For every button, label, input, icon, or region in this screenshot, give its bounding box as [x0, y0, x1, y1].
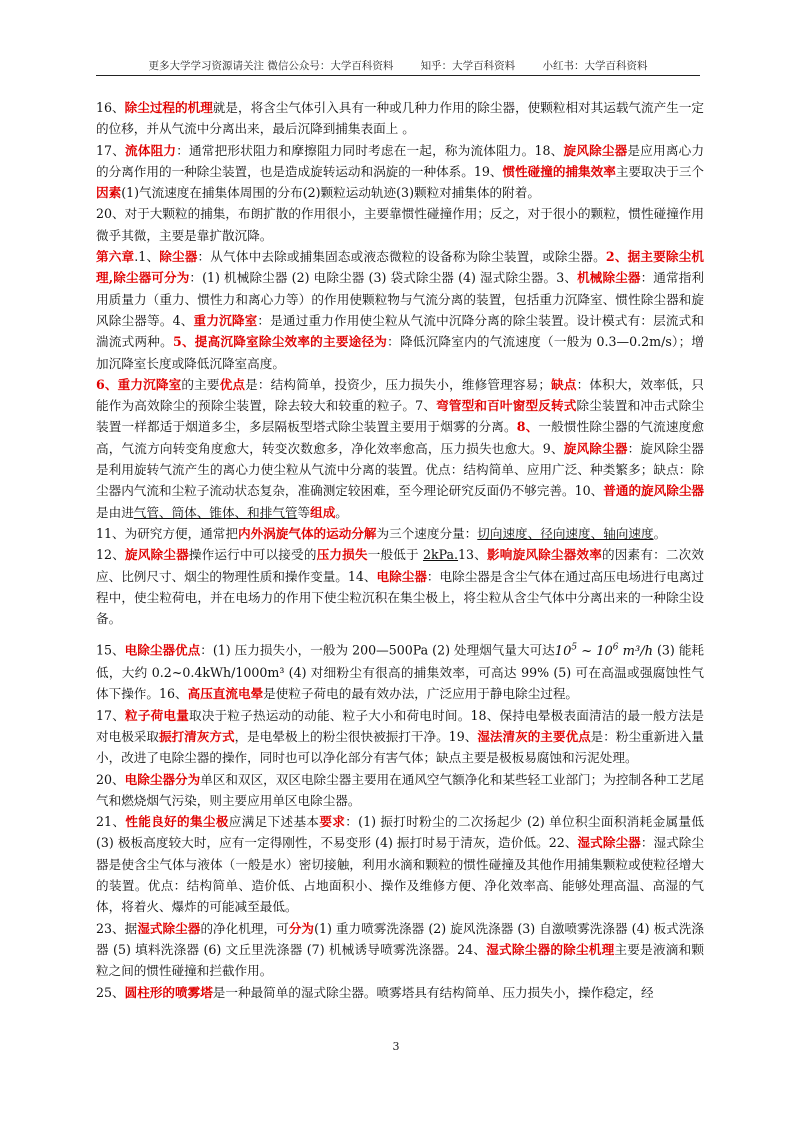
term-highlight: 湿式除尘器的除尘机理: [486, 941, 615, 957]
term-highlight: 粒子荷电量: [125, 707, 190, 723]
text: 除尘装置和冲击式除尘装置一样都适于烟道多尘，多层隔板型塔式除尘装置主要用于烟雾的分离。: [96, 398, 704, 435]
text: 23、据: [96, 920, 138, 936]
paragraph-25: [96, 982, 704, 1003]
text: 。: [653, 525, 667, 541]
term-highlight: 旋风除尘器: [563, 440, 628, 456]
text: 15、: [96, 642, 125, 658]
underlined-text: 气管、筒体、锥体、和排气管: [133, 504, 298, 520]
text: 是：结构简单，投资少，压力损失小，维修管理容易；: [245, 376, 552, 392]
text: 的主要: [181, 376, 220, 392]
term-highlight: 2、据主要除尘机理,除尘器可分为: [96, 249, 705, 286]
term-highlight: 要求: [319, 814, 346, 830]
text: ：(1) 压力损失小，一般为 200—500Pa (2) 处理烟气量大可达: [200, 642, 555, 658]
text: 17、: [96, 142, 126, 158]
term-highlight: 振打清灰方式: [158, 728, 235, 744]
paragraph-6: [96, 374, 704, 523]
page-header: [96, 58, 700, 73]
text: 20、: [96, 771, 125, 787]
term-highlight: 内外涡旋气体的运动分解: [237, 525, 377, 541]
text: 就是，将含尘气体引入具有一种或几种力作用的除尘器，使颗粒相对其运载气流产生一定的位移，并从气流中分离出来，最后沉降到捕集表面上 。: [96, 100, 705, 137]
term-highlight: 因素: [96, 185, 122, 201]
term-highlight: 5、提高沉降室除尘效率的主要途径为: [172, 334, 388, 350]
text: 的因素有：二次效应、比例尺寸、烟尘的物理性质和操作变量。14、: [96, 547, 705, 584]
page-number: 3: [392, 1040, 400, 1053]
text: 操作运行中可以接受的: [188, 547, 317, 563]
underlined-text: 切向速度、径向速度、轴向速度: [477, 525, 654, 541]
formula-base: ~ 10: [577, 643, 613, 659]
term-highlight: 机械除尘器: [577, 270, 641, 286]
text: 。: [335, 504, 348, 520]
paragraph-21: [96, 811, 704, 917]
text: ，是电晕极上的粉尘很快被振打干净。19、: [234, 728, 478, 744]
text: 是一种最简单的湿式除尘器。喷雾塔具有结构简单、压力损失小，操作稳定，经: [212, 984, 654, 1000]
text: 11、为研究方便，通常把: [96, 525, 238, 541]
flow-rate-formula: [555, 644, 653, 659]
text: ：是通过重力作用使尘粒从气流中沉降分离的除尘装置。设计模式有：层流式和湍流式两种。: [96, 312, 704, 350]
term-highlight: 圆柱形的喷雾塔: [124, 984, 213, 1000]
text: 主要取决于三个: [615, 163, 705, 179]
paragraph-20b: [96, 769, 704, 812]
text: 12、: [96, 547, 125, 563]
paragraph-chapter6: [96, 246, 704, 374]
text: (1)气流速度在捕集体周围的分布(2)颗粒运动轨迹(3)颗粒对捕集体的附着。: [121, 185, 540, 201]
text: 取决于粒子热运动的动能、粒子大小和荷电时间。18、保持电晕极表面清洁的最一般方法是对电极采取: [96, 707, 705, 744]
term-highlight: 普通的旋风除尘器: [603, 483, 705, 499]
text: 16、: [96, 100, 125, 115]
text: (3) 能耗低，大约 0.2~0.4kWh/1000m³ (4) 对细粉尘有很高的捕集效率，可高达 99% (5) 可在高温或强腐蚀性气体下操作。16、: [96, 642, 705, 702]
header-zhihu: 知乎：大学百科资料: [420, 60, 516, 72]
paragraph-20: [96, 203, 704, 246]
text: 21、: [96, 814, 126, 830]
text: ：降低沉降室内的气流速度（一般为 0.3—0.2m/s）；增加沉降室长度或降低沉降室高度。: [96, 334, 705, 371]
chapter-heading: 第六章: [96, 249, 135, 265]
text: ：旋风除尘器是利用旋转气流产生的离心力使尘粒从气流中分离的装置。优点：结构简单、应用广泛、种类繁多；缺点：除尘器内气流和尘粒子流动状态复杂，准确测定较困难，至今理论研究反面仍不够完善。10、: [96, 440, 704, 499]
text: 一般低于: [367, 547, 423, 563]
term-highlight: 电除尘器分为: [124, 771, 201, 787]
text: (1) 重力喷雾洗涤器 (2) 旋风洗涤器 (3) 自激喷雾洗涤器 (4) 板式洗涤器 (5) 填料洗涤器 (6) 文丘里洗涤器 (7) 机械诱导喷雾洗涤器。24、: [96, 920, 704, 957]
underlined-text: 2kPa.: [422, 547, 459, 563]
text: 20、对于大颗粒的捕集，布朗扩散的作用很小，主要靠惯性碰撞作用；反之，对于很小的颗粒，惯性碰撞作用微乎其微，主要是靠扩散沉降。: [96, 206, 704, 243]
term-highlight: 旋风除尘器: [124, 547, 189, 563]
text: ：湿式除尘器是使含尘气体与液体（一般是水）密切接触，利用水滴和颗粒的惯性碰撞及其他作用捕集颗粒或使粒径增大的装置。优点：结构简单、造价低、占地面积小、操作及维修方便、净化效率高、能够处理高温、高湿的气体，将着火、爆炸的可能减至最低。: [96, 835, 705, 915]
header-wechat: 更多大学学习资源请关注 微信公众号：大学百科资料: [148, 60, 394, 72]
paragraph-17b: [96, 705, 704, 769]
text: 13、: [458, 547, 488, 563]
text: .1、: [134, 249, 160, 265]
term-highlight: 流体阻力: [125, 142, 177, 158]
paragraph-17: [96, 140, 704, 204]
text: ：(1) 机械除尘器 (2) 电除尘器 (3) 袋式除尘器 (4) 湿式除尘器。3、: [189, 270, 578, 286]
term-highlight: 湿式除尘器: [137, 920, 201, 936]
paragraph-12: [96, 544, 704, 629]
text: 17、: [96, 707, 126, 723]
paragraph-gap: [96, 629, 704, 637]
text: ：通常把形状阻力和摩擦阻力同时考虑在一起，称为流体阻力。18、: [176, 142, 564, 158]
term-highlight: 惯性碰撞的捕集效率: [502, 163, 616, 179]
header-rule: [96, 75, 700, 76]
text: ：体积大，效率低，只能作为高效除尘的预除尘装置，除去较大和较重的粒子。7、: [96, 376, 705, 414]
header-xiaohongshu: 小红书：大学百科资料: [542, 60, 648, 72]
text: 一般惯性除尘器的气流速度愈高，气流方向转变角度愈大，转变次数愈多，净化效率愈高，压力损失也愈大。9、: [96, 419, 705, 456]
term-highlight: 重力沉降室: [193, 312, 258, 328]
formula-exponent: 5: [571, 642, 578, 653]
term-highlight: 8、: [516, 419, 539, 435]
text: 是由进: [96, 504, 134, 520]
term-highlight: 压力损失: [316, 547, 368, 563]
term-highlight: 缺点: [551, 376, 577, 392]
term-highlight: 高压直流电晕: [187, 686, 264, 702]
text: ：通常指利用质量力（重力、惯性力和离心力等）的作用使颗粒物与气流分离的装置，包括重力沉降室、惯性除尘器和旋风除尘器等。4、: [96, 270, 705, 328]
text: 是应用离心力的分离作用的一种除尘装置，也是造成旋转运动和涡旋的一种体系。19、: [96, 142, 705, 179]
text: 25、: [96, 984, 125, 1000]
term-highlight: 湿法清灰的主要优点: [477, 728, 591, 744]
term-highlight: 分为: [288, 920, 315, 936]
term-highlight: 湿式除尘器: [577, 835, 641, 851]
formula-exponent: 6: [612, 642, 619, 653]
paragraph-15: [96, 637, 704, 704]
text: ：电除尘器是含尘气体在通过高压电场进行电离过程中，使尘粒荷电，并在电场力的作用下使尘粒沉积在集尘极上，将尘粒从含尘气体中分离出来的一种除尘设备。: [96, 568, 705, 627]
text: 是：粉尘重新进入量小，改进了电除尘器的操作，同时也可以净化部分有害气体；缺点主要是极板易腐蚀和污泥处理。: [96, 728, 705, 766]
text: 为三个速度分量：: [376, 525, 478, 541]
paragraph-16: [96, 97, 704, 140]
term-highlight: 6、重力沉降室: [96, 376, 182, 392]
body-text: [96, 97, 704, 1003]
formula-unit: m³/h: [618, 643, 653, 659]
text: 应满足下述基本: [228, 814, 320, 830]
text: 主要是液滴和颗粒之间的惯性碰撞和拦截作用。: [96, 941, 705, 979]
text: 是使粒子荷电的最有效办法，广泛应用于静电除尘过程。: [263, 686, 578, 702]
term-highlight: 影响旋风除尘器效率: [487, 547, 602, 563]
formula-base: 10: [554, 643, 572, 659]
text: ：从气体中去除或捕集固态或液态微粒的设备称为除尘装置，或除尘器。: [197, 249, 606, 265]
text: 的净化机理，可: [200, 920, 289, 936]
text: 单区和双区，双区电除尘器主要用在通风空气额净化和某些轻工业部门；为控制各种工艺尾气和燃烧烟气污染，则主要应用单区电除尘器。: [96, 771, 705, 808]
text: 等: [297, 504, 311, 520]
term-highlight: 优点: [219, 376, 246, 392]
term-highlight: 性能良好的集尘极: [125, 814, 229, 830]
term-highlight: 除尘器: [159, 249, 198, 265]
paragraph-11: [96, 523, 704, 544]
term-highlight: 电除尘器: [376, 568, 427, 584]
term-highlight: 组成: [310, 504, 336, 520]
text: ：(1) 振打时粉尘的二次扬起少 (2) 单位积尘面积消耗金属量低 (3) 极板高度较大时，应有一定得刚性，不易变形 (4) 振打时易于清灰，造价低。22、: [96, 814, 705, 851]
term-highlight: 弯管型和百叶窗型反转式: [436, 398, 577, 414]
term-highlight: 旋风除尘器: [563, 142, 628, 158]
paragraph-23: [96, 918, 704, 982]
term-highlight: 电除尘器优点: [124, 642, 201, 658]
term-highlight: 除尘过程的机理: [124, 100, 213, 115]
